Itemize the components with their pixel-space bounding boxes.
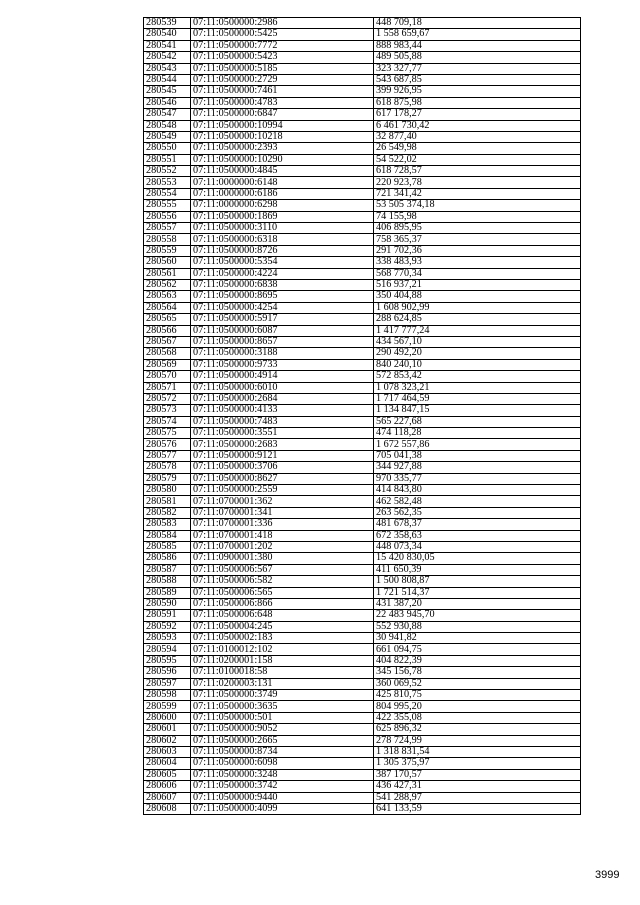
value-cell: 625 896,32 <box>374 724 581 735</box>
cadastral-number-cell: 07:11:0500000:6318 <box>191 234 374 245</box>
table-row <box>144 439 581 450</box>
row-number-cell: 280581 <box>144 496 191 507</box>
table-row <box>144 279 581 290</box>
cadastral-number-cell: 07:11:0500000:2684 <box>191 393 374 404</box>
cadastral-number-cell: 07:11:0500006:648 <box>191 610 374 621</box>
row-number-cell: 280599 <box>144 701 191 712</box>
row-number-cell: 280565 <box>144 314 191 325</box>
page-number: 3999 <box>595 869 620 881</box>
value-cell: 6 461 730,42 <box>374 120 581 131</box>
cadastral-number-cell: 07:11:0000000:6186 <box>191 188 374 199</box>
cadastral-number-cell: 07:11:0500000:9052 <box>191 724 374 735</box>
cadastral-number-cell: 07:11:0500000:3742 <box>191 781 374 792</box>
table-row <box>144 109 581 120</box>
row-number-cell: 280554 <box>144 188 191 199</box>
cadastral-number-cell: 07:11:0000000:6148 <box>191 177 374 188</box>
table-row <box>144 29 581 40</box>
table-row <box>144 735 581 746</box>
value-cell: 220 923,78 <box>374 177 581 188</box>
table-row <box>144 371 581 382</box>
row-number-cell: 280558 <box>144 234 191 245</box>
value-cell: 323 327,77 <box>374 63 581 74</box>
cadastral-number-cell: 07:11:0500000:4224 <box>191 268 374 279</box>
cadastral-number-cell: 07:11:0500000:7483 <box>191 416 374 427</box>
cadastral-number-cell: 07:11:0500000:2683 <box>191 439 374 450</box>
value-cell: 1 500 808,87 <box>374 576 581 587</box>
table-row <box>144 74 581 85</box>
table-row <box>144 655 581 666</box>
table-row <box>144 667 581 678</box>
value-cell: 22 483 945,70 <box>374 610 581 621</box>
table-row <box>144 131 581 142</box>
row-number-cell: 280583 <box>144 519 191 530</box>
table-row <box>144 314 581 325</box>
row-number-cell: 280576 <box>144 439 191 450</box>
value-cell: 448 709,18 <box>374 18 581 29</box>
cadastral-number-cell: 07:11:0500000:9121 <box>191 450 374 461</box>
row-number-cell: 280603 <box>144 747 191 758</box>
cadastral-number-cell: 07:11:0500000:2986 <box>191 18 374 29</box>
cadastral-number-cell: 07:11:0500000:8627 <box>191 473 374 484</box>
row-number-cell: 280564 <box>144 302 191 313</box>
value-cell: 1 721 514,37 <box>374 587 581 598</box>
value-cell: 481 678,37 <box>374 519 581 530</box>
cadastral-number-cell: 07:11:0500000:4133 <box>191 405 374 416</box>
value-cell: 1 717 464,59 <box>374 393 581 404</box>
value-cell: 1 417 777,24 <box>374 325 581 336</box>
row-number-cell: 280550 <box>144 143 191 154</box>
table-row <box>144 610 581 621</box>
row-number-cell: 280608 <box>144 803 191 814</box>
row-number-cell: 280563 <box>144 291 191 302</box>
table-row <box>144 485 581 496</box>
value-cell: 661 094,75 <box>374 644 581 655</box>
row-number-cell: 280562 <box>144 279 191 290</box>
cadastral-number-cell: 07:11:0500000:2665 <box>191 735 374 746</box>
value-cell: 404 822,39 <box>374 655 581 666</box>
row-number-cell: 280596 <box>144 667 191 678</box>
row-number-cell: 280590 <box>144 598 191 609</box>
row-number-cell: 280588 <box>144 576 191 587</box>
row-number-cell: 280592 <box>144 621 191 632</box>
value-cell: 888 983,44 <box>374 40 581 51</box>
value-cell: 1 608 902,99 <box>374 302 581 313</box>
cadastral-number-cell: 07:11:0500000:6847 <box>191 109 374 120</box>
cadastral-number-cell: 07:11:0500000:4254 <box>191 302 374 313</box>
cadastral-number-cell: 07:11:0500000:3110 <box>191 223 374 234</box>
row-number-cell: 280587 <box>144 564 191 575</box>
cadastral-number-cell: 07:11:0500000:4914 <box>191 371 374 382</box>
row-number-cell: 280547 <box>144 109 191 120</box>
value-cell: 431 387,20 <box>374 598 581 609</box>
row-number-cell: 280542 <box>144 52 191 63</box>
row-number-cell: 280575 <box>144 428 191 439</box>
cadastral-number-cell: 07:11:0500000:5423 <box>191 52 374 63</box>
cadastral-number-cell: 07:11:0500000:6010 <box>191 382 374 393</box>
value-cell: 436 427,31 <box>374 781 581 792</box>
value-cell: 263 562,35 <box>374 507 581 518</box>
cadastral-number-cell: 07:11:0700001:336 <box>191 519 374 530</box>
cadastral-number-cell: 07:11:0500000:1869 <box>191 211 374 222</box>
row-number-cell: 280585 <box>144 541 191 552</box>
table-row <box>144 633 581 644</box>
cadastral-number-cell: 07:11:0500000:8657 <box>191 336 374 347</box>
table-row <box>144 644 581 655</box>
value-cell: 350 404,88 <box>374 291 581 302</box>
value-cell: 516 937,21 <box>374 279 581 290</box>
value-cell: 387 170,57 <box>374 769 581 780</box>
row-number-cell: 280600 <box>144 712 191 723</box>
row-number-cell: 280555 <box>144 200 191 211</box>
table-row <box>144 712 581 723</box>
cadastral-number-cell: 07:11:0500006:567 <box>191 564 374 575</box>
value-cell: 1 558 659,67 <box>374 29 581 40</box>
cadastral-number-cell: 07:11:0500000:2393 <box>191 143 374 154</box>
row-number-cell: 280595 <box>144 655 191 666</box>
row-number-cell: 280553 <box>144 177 191 188</box>
value-cell: 840 240,10 <box>374 359 581 370</box>
value-cell: 1 318 831,54 <box>374 747 581 758</box>
value-cell: 572 853,42 <box>374 371 581 382</box>
row-number-cell: 280571 <box>144 382 191 393</box>
cadastral-number-cell: 07:11:0700001:362 <box>191 496 374 507</box>
table-row <box>144 382 581 393</box>
cadastral-number-cell: 07:11:0500000:3248 <box>191 769 374 780</box>
row-number-cell: 280569 <box>144 359 191 370</box>
table-row <box>144 428 581 439</box>
cadastral-number-cell: 07:11:0500006:582 <box>191 576 374 587</box>
row-number-cell: 280556 <box>144 211 191 222</box>
value-cell: 970 335,77 <box>374 473 581 484</box>
row-number-cell: 280584 <box>144 530 191 541</box>
cadastral-number-cell: 07:11:0100018:58 <box>191 667 374 678</box>
table-row <box>144 519 581 530</box>
value-cell: 1 672 557,86 <box>374 439 581 450</box>
value-cell: 406 895,95 <box>374 223 581 234</box>
value-cell: 15 420 830,05 <box>374 553 581 564</box>
table-row <box>144 621 581 632</box>
cadastral-number-cell: 07:11:0500000:3749 <box>191 690 374 701</box>
cadastral-number-cell: 07:11:0500000:4099 <box>191 803 374 814</box>
cadastral-number-cell: 07:11:0500006:866 <box>191 598 374 609</box>
row-number-cell: 280574 <box>144 416 191 427</box>
value-cell: 705 041,38 <box>374 450 581 461</box>
table-row <box>144 724 581 735</box>
row-number-cell: 280598 <box>144 690 191 701</box>
data-table <box>143 17 581 815</box>
row-number-cell: 280568 <box>144 348 191 359</box>
table-row <box>144 405 581 416</box>
table-row <box>144 496 581 507</box>
cadastral-number-cell: 07:11:0500000:2559 <box>191 485 374 496</box>
table-row <box>144 781 581 792</box>
value-cell: 721 341,42 <box>374 188 581 199</box>
table-row <box>144 792 581 803</box>
value-cell: 290 492,20 <box>374 348 581 359</box>
table-row <box>144 803 581 814</box>
table-row <box>144 302 581 313</box>
cadastral-number-cell: 07:11:0500000:6838 <box>191 279 374 290</box>
cadastral-number-cell: 07:11:0500000:5425 <box>191 29 374 40</box>
value-cell: 448 073,34 <box>374 541 581 552</box>
value-cell: 288 624,85 <box>374 314 581 325</box>
table-row <box>144 462 581 473</box>
table-row <box>144 348 581 359</box>
value-cell: 1 078 323,21 <box>374 382 581 393</box>
cadastral-number-cell: 07:11:0500000:10290 <box>191 154 374 165</box>
value-cell: 618 875,98 <box>374 97 581 108</box>
value-cell: 565 227,68 <box>374 416 581 427</box>
row-number-cell: 280566 <box>144 325 191 336</box>
value-cell: 474 118,28 <box>374 428 581 439</box>
row-number-cell: 280606 <box>144 781 191 792</box>
table-row <box>144 52 581 63</box>
value-cell: 425 810,75 <box>374 690 581 701</box>
value-cell: 552 930,88 <box>374 621 581 632</box>
table-row <box>144 701 581 712</box>
cadastral-number-cell: 07:11:0500000:3635 <box>191 701 374 712</box>
cadastral-number-cell: 07:11:0500000:5354 <box>191 257 374 268</box>
value-cell: 568 770,34 <box>374 268 581 279</box>
cadastral-number-cell: 07:11:0500004:245 <box>191 621 374 632</box>
table-row <box>144 690 581 701</box>
table-row <box>144 291 581 302</box>
cadastral-number-cell: 07:11:0500000:3188 <box>191 348 374 359</box>
row-number-cell: 280597 <box>144 678 191 689</box>
table-row <box>144 257 581 268</box>
table-row <box>144 166 581 177</box>
table-row <box>144 177 581 188</box>
row-number-cell: 280541 <box>144 40 191 51</box>
table-row <box>144 576 581 587</box>
value-cell: 1 305 375,97 <box>374 758 581 769</box>
table-row <box>144 40 581 51</box>
table-row <box>144 564 581 575</box>
table-row <box>144 507 581 518</box>
table-row <box>144 598 581 609</box>
value-cell: 32 877,40 <box>374 131 581 142</box>
row-number-cell: 280549 <box>144 131 191 142</box>
value-cell: 74 155,98 <box>374 211 581 222</box>
cadastral-number-cell: 07:11:0500002:183 <box>191 633 374 644</box>
cadastral-number-cell: 07:11:0500000:3706 <box>191 462 374 473</box>
value-cell: 344 927,88 <box>374 462 581 473</box>
value-cell: 758 365,37 <box>374 234 581 245</box>
value-cell: 641 133,59 <box>374 803 581 814</box>
cadastral-number-cell: 07:11:0500006:565 <box>191 587 374 598</box>
row-number-cell: 280552 <box>144 166 191 177</box>
value-cell: 53 505 374,18 <box>374 200 581 211</box>
value-cell: 278 724,99 <box>374 735 581 746</box>
cadastral-number-cell: 07:11:0100012:102 <box>191 644 374 655</box>
table-row <box>144 416 581 427</box>
cadastral-number-cell: 07:11:0500000:7772 <box>191 40 374 51</box>
table-row <box>144 359 581 370</box>
table-row <box>144 541 581 552</box>
row-number-cell: 280582 <box>144 507 191 518</box>
cadastral-number-cell: 07:11:0500000:10994 <box>191 120 374 131</box>
value-cell: 345 156,78 <box>374 667 581 678</box>
row-number-cell: 280586 <box>144 553 191 564</box>
row-number-cell: 280551 <box>144 154 191 165</box>
row-number-cell: 280546 <box>144 97 191 108</box>
cadastral-number-cell: 07:11:0500000:8695 <box>191 291 374 302</box>
table-row <box>144 268 581 279</box>
row-number-cell: 280543 <box>144 63 191 74</box>
value-cell: 462 582,48 <box>374 496 581 507</box>
cadastral-number-cell: 07:11:0700001:418 <box>191 530 374 541</box>
table-row <box>144 211 581 222</box>
cadastral-number-cell: 07:11:0000000:6298 <box>191 200 374 211</box>
cadastral-number-cell: 07:11:0500000:5917 <box>191 314 374 325</box>
cadastral-number-cell: 07:11:0200001:158 <box>191 655 374 666</box>
row-number-cell: 280578 <box>144 462 191 473</box>
table-row <box>144 245 581 256</box>
table-row <box>144 393 581 404</box>
row-number-cell: 280540 <box>144 29 191 40</box>
row-number-cell: 280548 <box>144 120 191 131</box>
row-number-cell: 280601 <box>144 724 191 735</box>
cadastral-number-cell: 07:11:0900001:380 <box>191 553 374 564</box>
value-cell: 804 995,20 <box>374 701 581 712</box>
table-row <box>144 758 581 769</box>
table-row <box>144 86 581 97</box>
row-number-cell: 280580 <box>144 485 191 496</box>
row-number-cell: 280545 <box>144 86 191 97</box>
table-row <box>144 120 581 131</box>
row-number-cell: 280577 <box>144 450 191 461</box>
row-number-cell: 280593 <box>144 633 191 644</box>
cadastral-number-cell: 07:11:0700001:202 <box>191 541 374 552</box>
cadastral-number-cell: 07:11:0500000:3551 <box>191 428 374 439</box>
row-number-cell: 280570 <box>144 371 191 382</box>
row-number-cell: 280567 <box>144 336 191 347</box>
table-row <box>144 200 581 211</box>
row-number-cell: 280591 <box>144 610 191 621</box>
value-cell: 291 702,36 <box>374 245 581 256</box>
row-number-cell: 280560 <box>144 257 191 268</box>
table-row <box>144 769 581 780</box>
row-number-cell: 280579 <box>144 473 191 484</box>
row-number-cell: 280572 <box>144 393 191 404</box>
cadastral-number-cell: 07:11:0500000:5185 <box>191 63 374 74</box>
value-cell: 360 069,52 <box>374 678 581 689</box>
table-row <box>144 747 581 758</box>
cadastral-number-cell: 07:11:0500000:6098 <box>191 758 374 769</box>
table-row <box>144 587 581 598</box>
value-cell: 399 926,95 <box>374 86 581 97</box>
row-number-cell: 280539 <box>144 18 191 29</box>
value-cell: 434 567,10 <box>374 336 581 347</box>
cadastral-number-cell: 07:11:0500000:8734 <box>191 747 374 758</box>
row-number-cell: 280561 <box>144 268 191 279</box>
value-cell: 672 358,63 <box>374 530 581 541</box>
table-row <box>144 530 581 541</box>
table-row <box>144 143 581 154</box>
cadastral-number-cell: 07:11:0500000:4783 <box>191 97 374 108</box>
table-row <box>144 18 581 29</box>
table-row <box>144 553 581 564</box>
table-row <box>144 97 581 108</box>
cadastral-number-cell: 07:11:0500000:10218 <box>191 131 374 142</box>
cadastral-number-cell: 07:11:0500000:7461 <box>191 86 374 97</box>
cadastral-number-cell: 07:11:0500000:9733 <box>191 359 374 370</box>
value-cell: 543 687,85 <box>374 74 581 85</box>
cadastral-number-cell: 07:11:0500000:4845 <box>191 166 374 177</box>
table-row <box>144 63 581 74</box>
row-number-cell: 280602 <box>144 735 191 746</box>
value-cell: 489 505,88 <box>374 52 581 63</box>
value-cell: 1 134 847,15 <box>374 405 581 416</box>
cadastral-number-cell: 07:11:0500000:2729 <box>191 74 374 85</box>
table-row <box>144 336 581 347</box>
value-cell: 617 178,27 <box>374 109 581 120</box>
row-number-cell: 280607 <box>144 792 191 803</box>
value-cell: 411 650,39 <box>374 564 581 575</box>
table-row <box>144 223 581 234</box>
row-number-cell: 280559 <box>144 245 191 256</box>
cadastral-number-cell: 07:11:0500000:6087 <box>191 325 374 336</box>
table-row <box>144 473 581 484</box>
cadastral-number-cell: 07:11:0700001:341 <box>191 507 374 518</box>
table-row <box>144 154 581 165</box>
row-number-cell: 280604 <box>144 758 191 769</box>
value-cell: 414 843,80 <box>374 485 581 496</box>
value-cell: 541 288,97 <box>374 792 581 803</box>
value-cell: 422 355,08 <box>374 712 581 723</box>
row-number-cell: 280589 <box>144 587 191 598</box>
table-row <box>144 450 581 461</box>
value-cell: 30 941,82 <box>374 633 581 644</box>
row-number-cell: 280605 <box>144 769 191 780</box>
row-number-cell: 280557 <box>144 223 191 234</box>
row-number-cell: 280544 <box>144 74 191 85</box>
value-cell: 618 728,57 <box>374 166 581 177</box>
cadastral-number-cell: 07:11:0500000:501 <box>191 712 374 723</box>
table-row <box>144 678 581 689</box>
table-row <box>144 188 581 199</box>
table-row <box>144 234 581 245</box>
cadastral-number-cell: 07:11:0200003:131 <box>191 678 374 689</box>
cadastral-number-cell: 07:11:0500000:9440 <box>191 792 374 803</box>
value-cell: 338 483,93 <box>374 257 581 268</box>
value-cell: 26 549,98 <box>374 143 581 154</box>
row-number-cell: 280594 <box>144 644 191 655</box>
cadastral-number-cell: 07:11:0500000:8726 <box>191 245 374 256</box>
value-cell: 54 522,02 <box>374 154 581 165</box>
table-row <box>144 325 581 336</box>
table-body <box>144 18 581 815</box>
row-number-cell: 280573 <box>144 405 191 416</box>
